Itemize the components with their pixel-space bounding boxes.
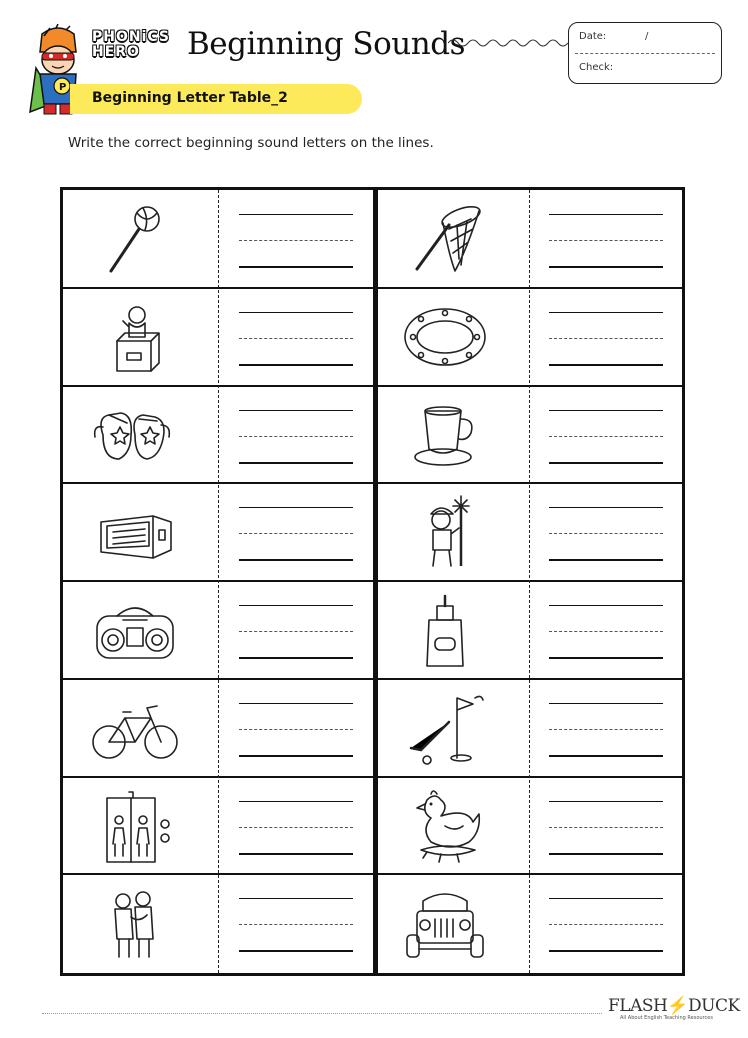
writing-base-line [549,266,663,268]
svg-text:P: P [59,82,67,93]
writing-lines[interactable] [549,797,663,857]
page-title: Beginning Sounds [187,26,465,62]
elevator-icon [87,786,183,866]
writing-top-line [239,801,353,802]
writing-top-line [239,605,353,606]
writing-lines[interactable] [549,503,663,563]
hugging-couple-icon [87,883,183,963]
porthole-icon [397,297,493,377]
hen-icon [397,786,493,866]
jeep-icon [397,883,493,963]
logo-left-text: FLASH [608,996,668,1016]
writing-base-line [239,266,353,268]
logo-tagline: All About English Teaching Resources [620,1015,713,1021]
row-divider [63,678,682,680]
row-divider [63,385,682,387]
writing-top-line [239,507,353,508]
row-divider [63,580,682,582]
writing-mid-line [239,338,353,339]
bicycle-icon [87,688,183,768]
writing-base-line [239,950,353,952]
writing-top-line [239,312,353,313]
writing-top-line [239,898,353,899]
writing-mid-line [549,924,663,925]
writing-mid-line [549,436,663,437]
mittens-icon [87,395,183,475]
writing-base-line [549,853,663,855]
writing-top-line [549,801,663,802]
writing-mid-line [239,533,353,534]
writing-mid-line [549,240,663,241]
writing-mid-line [239,240,353,241]
writing-top-line [549,214,663,215]
row-divider [63,873,682,875]
writing-top-line [549,898,663,899]
writing-lines[interactable] [549,699,663,759]
dashed-column-divider [218,190,219,973]
writing-top-line [549,605,663,606]
writing-base-line [239,755,353,757]
glue-bottle-icon [397,590,493,670]
writing-base-line [549,657,663,659]
writing-mid-line [239,436,353,437]
writing-lines[interactable] [549,601,663,661]
writing-base-line [239,657,353,659]
dashed-column-divider [529,190,530,973]
writing-top-line [549,410,663,411]
squiggle-decoration [448,36,568,50]
worksheet-table [60,187,685,976]
writing-lines[interactable] [549,406,663,466]
logo-right-text: DUCK [688,996,740,1016]
writing-top-line [239,410,353,411]
writing-base-line [549,364,663,366]
writing-top-line [239,703,353,704]
subtitle-banner [70,84,362,114]
writing-base-line [549,755,663,757]
writing-base-line [549,950,663,952]
writing-mid-line [239,827,353,828]
writing-mid-line [239,924,353,925]
writing-mid-line [549,631,663,632]
check-label: Check: [579,62,614,73]
lightning-bolt-icon: ⚡ [667,996,689,1016]
writing-lines[interactable] [549,308,663,368]
instruction-text: Write the correct beginning sound letters on the lines. [68,135,434,151]
writing-base-line [549,559,663,561]
row-divider [63,776,682,778]
writing-mid-line [549,533,663,534]
chimney-sweep-icon [397,492,493,572]
writing-lines[interactable] [239,699,353,759]
brand-line-2: HERO [92,44,140,60]
writing-top-line [239,214,353,215]
writing-lines[interactable] [239,210,353,270]
writing-mid-line [239,631,353,632]
writing-lines[interactable] [239,797,353,857]
row-divider [63,482,682,484]
writing-base-line [239,364,353,366]
date-box-separator [575,53,715,54]
date-label: Date: [579,31,607,42]
writing-mid-line [239,729,353,730]
writing-lines[interactable] [239,406,353,466]
date-check-box [568,22,722,84]
writing-mid-line [549,827,663,828]
writing-lines[interactable] [549,894,663,954]
subtitle: Beginning Letter Table_2 [92,90,288,106]
teacup-icon [397,395,493,475]
writing-mid-line [549,729,663,730]
writing-base-line [239,853,353,855]
writing-top-line [549,507,663,508]
jack-in-the-box-icon [87,297,183,377]
writing-base-line [549,462,663,464]
lollipop-icon [87,199,183,279]
writing-lines[interactable] [239,894,353,954]
boombox-icon [87,590,183,670]
flashduck-logo [608,996,740,1016]
row-divider [63,287,682,289]
writing-lines[interactable] [239,308,353,368]
net-icon [397,199,493,279]
writing-lines[interactable] [239,601,353,661]
writing-lines[interactable] [239,503,353,563]
writing-base-line [239,559,353,561]
phonics-hero-logo [92,30,184,60]
date-slash: / [645,31,649,42]
brand-line-1: PHONiCS [92,29,171,45]
writing-lines[interactable] [549,210,663,270]
writing-mid-line [549,338,663,339]
footer-dotted-line [42,1013,602,1014]
writing-base-line [239,462,353,464]
toaster-icon [87,492,183,572]
writing-top-line [549,703,663,704]
golf-icon [397,688,493,768]
writing-top-line [549,312,663,313]
